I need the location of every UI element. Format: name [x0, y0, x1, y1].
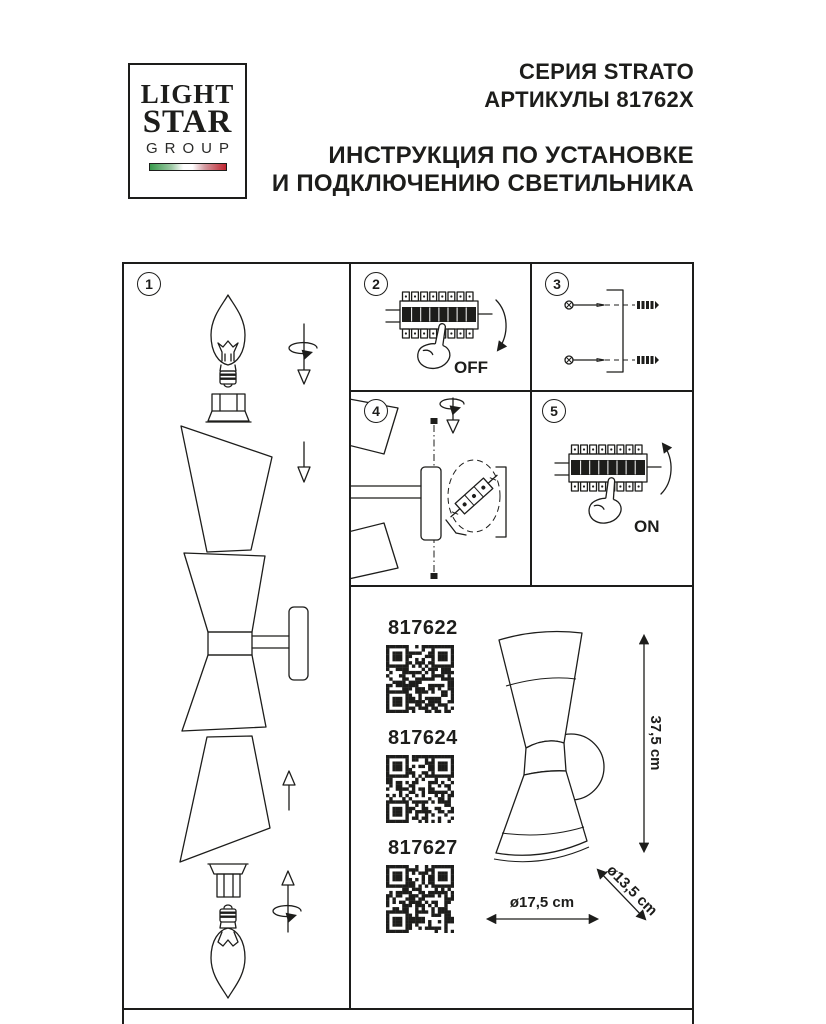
height-label: 37,5 cm: [647, 715, 664, 771]
document-title: [272, 142, 694, 198]
instruction-title-line1: ИНСТРУКЦИЯ ПО УСТАНОВКЕ: [328, 142, 694, 169]
header-series-block: [484, 58, 694, 114]
next-row-left-border: [122, 1010, 124, 1024]
lower-shade-cone: [180, 736, 270, 862]
italian-flag-stripe: [149, 163, 227, 171]
wall-fixture-body: [182, 553, 308, 731]
rotate-arrow: [440, 398, 464, 433]
upper-cone: [499, 632, 582, 748]
logo-word-star: STAR: [142, 104, 233, 140]
large-diameter-dimension: [488, 894, 597, 919]
wall-bracket-mark: [496, 467, 506, 537]
off-label: OFF: [454, 358, 488, 377]
terminal-block: [446, 470, 501, 522]
candle-bulb-top: [211, 295, 245, 387]
articles-title: АРТИКУЛЫ 81762X: [484, 87, 694, 112]
series-title: СЕРИЯ STRATO: [519, 59, 694, 84]
article-code-2: 817624: [388, 727, 458, 749]
instruction-title-line2: И ПОДКЛЮЧЕНИЮ СВЕТИЛЬНИКА: [271, 170, 694, 197]
article-code-1: 817622: [388, 617, 458, 639]
next-row-right-border: [692, 1010, 694, 1024]
step-5-number: 5: [542, 399, 566, 423]
turn-on-arrow: [661, 444, 671, 494]
rotate-arrow: [289, 324, 317, 384]
step-2-number: 2: [364, 272, 388, 296]
pointing-hand: [587, 475, 625, 525]
small-diameter-label: ø13,5 cm: [603, 861, 661, 920]
down-arrow: [298, 442, 310, 482]
screw-row-top: [565, 301, 659, 309]
logo-word-group: GROUP: [145, 140, 236, 157]
wall-anchor: [637, 301, 659, 309]
up-rotate-arrow: [273, 871, 301, 932]
screw-row-bottom: [565, 356, 659, 364]
large-diameter-label: ø17,5 cm: [509, 894, 575, 911]
products-panel: [350, 587, 692, 1008]
wiring-detail-balloon: [446, 460, 502, 535]
step-3-number: 3: [545, 272, 569, 296]
wall-anchor: [637, 356, 659, 364]
fixing-screws: [431, 418, 438, 579]
article-code-3: 817627: [388, 837, 458, 859]
turn-off-arrow: [496, 300, 506, 350]
dimension-drawing: [350, 587, 692, 1008]
step-1-panel: [124, 264, 349, 1008]
small-diameter-dimension: [598, 862, 661, 919]
instruction-grid: [122, 262, 694, 1010]
candle-bulb-bottom: [211, 905, 245, 998]
socket-cup-inverted: [208, 864, 248, 897]
height-dimension: [644, 636, 664, 851]
up-arrow: [283, 771, 295, 810]
step-1-number: 1: [137, 272, 161, 296]
upper-shade-cone: [181, 426, 272, 552]
step-4-number: 4: [364, 399, 388, 423]
center-band: [524, 741, 566, 775]
exploded-view-drawing: [124, 264, 349, 1008]
pointing-hand: [415, 320, 456, 372]
lamp-drawing: [494, 632, 604, 862]
socket-cup: [206, 394, 251, 422]
fixture-side-view: [350, 398, 441, 580]
lightstar-logo: [128, 63, 247, 199]
on-label: ON: [634, 517, 660, 536]
logo-word-light: LIGHT: [140, 79, 235, 109]
lower-cone: [496, 771, 587, 855]
